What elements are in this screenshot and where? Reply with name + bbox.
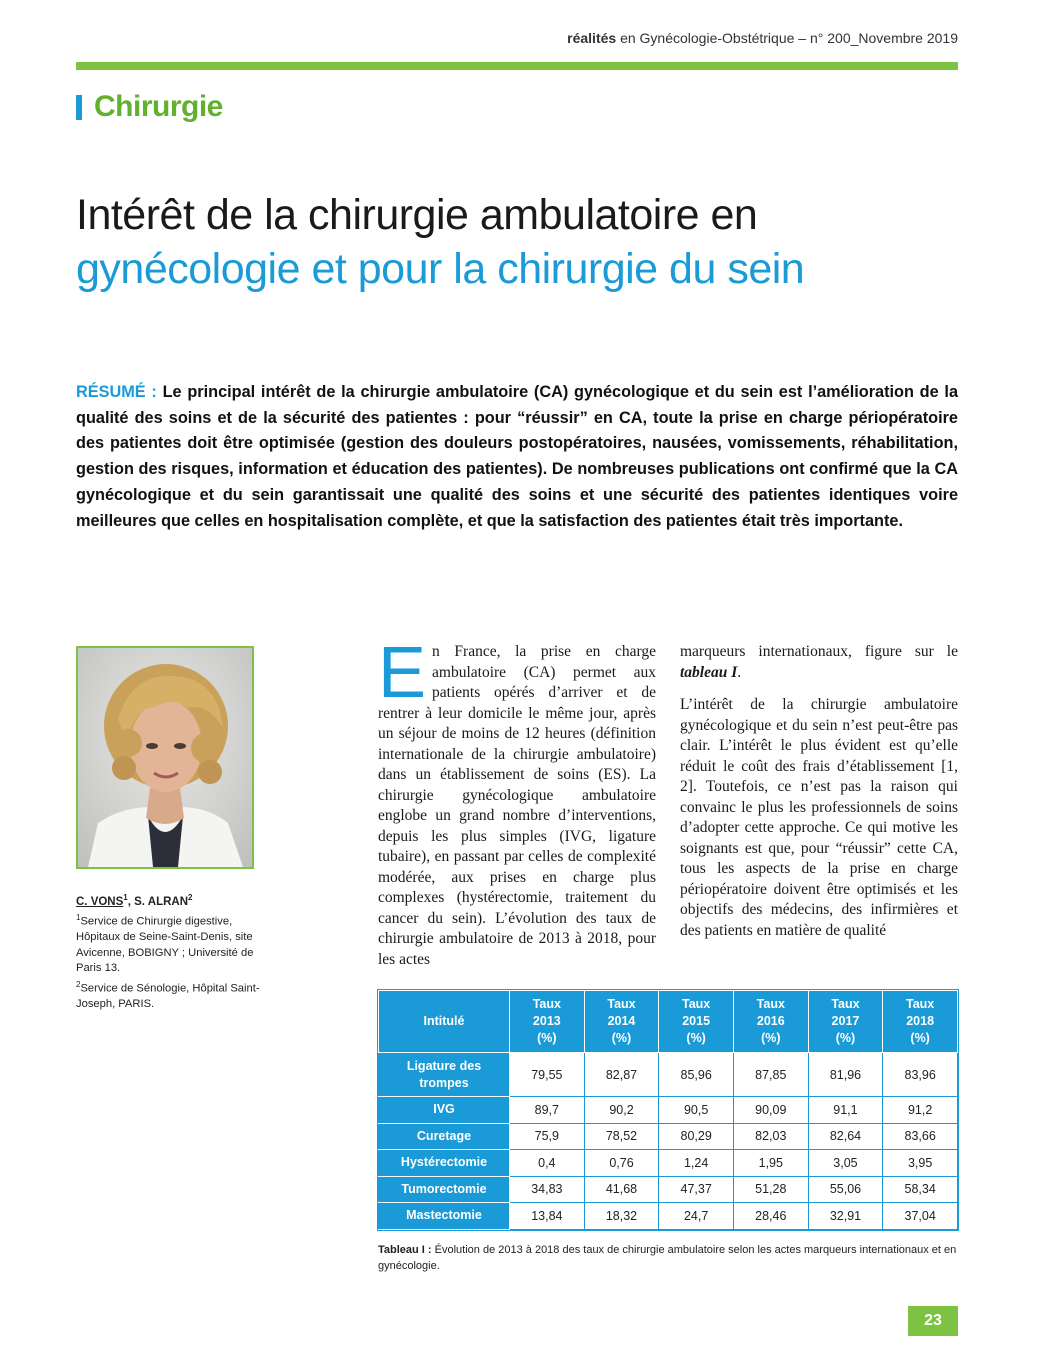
body-paragraph-1: [680, 642, 958, 683]
table-row: [379, 1150, 958, 1177]
table-cell: 18,32: [584, 1203, 659, 1230]
table-header-intitule: Intitulé: [379, 991, 510, 1053]
table-cell: 13,84: [510, 1203, 585, 1230]
table-row-label: IVG: [379, 1097, 510, 1124]
table-cell: 28,46: [733, 1203, 808, 1230]
table-caption-label: Tableau I :: [378, 1244, 432, 1256]
table-cell: 80,29: [659, 1123, 734, 1150]
table-row: [379, 1203, 958, 1230]
body-paragraph-1-text: marqueurs internationaux, figure sur le: [680, 643, 958, 660]
table-cell: 87,85: [733, 1053, 808, 1097]
table-cell: 78,52: [584, 1123, 659, 1150]
table-caption: [378, 1243, 958, 1274]
journal-name: réalités: [567, 30, 617, 46]
table-cell: 91,2: [883, 1097, 958, 1124]
table-header-2014: Taux 2014 (%): [584, 991, 659, 1053]
table-row: [379, 1176, 958, 1203]
table-cell: 51,28: [733, 1176, 808, 1203]
table-header-2016: Taux 2016 (%): [733, 991, 808, 1053]
journal-header: [538, 30, 958, 46]
table-cell: 41,68: [584, 1176, 659, 1203]
author-name-2: S. ALRAN: [134, 895, 189, 908]
table-cell: 90,09: [733, 1097, 808, 1124]
table-cell: 83,66: [883, 1123, 958, 1150]
affiliation-1: [76, 910, 276, 976]
affiliation-2-text: Service de Sénologie, Hôpital Saint-Joseph, PARIS.: [76, 982, 260, 1010]
table-cell: 24,7: [659, 1203, 734, 1230]
table-cell: 0,76: [584, 1150, 659, 1177]
header-rule: [76, 62, 958, 70]
table-cell: 85,96: [659, 1053, 734, 1097]
body-column-2: [680, 642, 958, 953]
author-sup-1: 1: [123, 893, 128, 902]
author-photo: [76, 646, 254, 869]
table-cell: 81,96: [808, 1053, 883, 1097]
affiliation-2: [76, 977, 276, 1013]
table-cell: 37,04: [883, 1203, 958, 1230]
drop-cap: E: [378, 633, 427, 713]
abstract-label: RÉSUMÉ :: [76, 383, 163, 401]
section-marker: [76, 95, 82, 120]
author-separator: ,: [127, 895, 135, 908]
table-cell: 55,06: [808, 1176, 883, 1203]
affiliation-2-number: 2: [76, 979, 81, 989]
table-row-label: Mastectomie: [379, 1203, 510, 1230]
table-header-2018: Taux 2018 (%): [883, 991, 958, 1053]
table-row: [379, 1123, 958, 1150]
table-reference-link[interactable]: tableau I: [680, 663, 738, 681]
title-line-1: Intérêt de la chirurgie ambulatoire en: [76, 191, 758, 239]
table-cell: 58,34: [883, 1176, 958, 1203]
table-cell: 90,5: [659, 1097, 734, 1124]
table-cell: 82,03: [733, 1123, 808, 1150]
table-cell: 1,95: [733, 1150, 808, 1177]
author-names: [76, 890, 276, 910]
table-header-2017: Taux 2017 (%): [808, 991, 883, 1053]
author-block: [76, 890, 276, 1012]
table-cell: 91,1: [808, 1097, 883, 1124]
table-row-label: Tumorectomie: [379, 1176, 510, 1203]
table-header-2013: Taux 2013 (%): [510, 991, 585, 1053]
body-column-1: [378, 633, 656, 970]
table-cell: 79,55: [510, 1053, 585, 1097]
table-cell: 0,4: [510, 1150, 585, 1177]
affiliation-1-number: 1: [76, 913, 81, 923]
title-line-2: gynécologie et pour la chirurgie du sein: [76, 245, 805, 293]
journal-issue: en Gynécologie-Obstétrique – n° 200_Novembre 2019: [616, 30, 958, 46]
table-cell: 47,37: [659, 1176, 734, 1203]
table-cell: 1,24: [659, 1150, 734, 1177]
table-cell: 3,95: [883, 1150, 958, 1177]
table-cell: 90,2: [584, 1097, 659, 1124]
table-cell: 3,05: [808, 1150, 883, 1177]
table-row: [379, 1053, 958, 1097]
table-cell: 34,83: [510, 1176, 585, 1203]
page-number: 23: [908, 1306, 958, 1336]
table-row: [379, 1097, 958, 1124]
table-header-2015: Taux 2015 (%): [659, 991, 734, 1053]
table-cell: 82,87: [584, 1053, 659, 1097]
author-name-1: C. VONS: [76, 895, 124, 908]
body-paragraph-2: L’intérêt de la chirurgie ambulatoire gynécologique et du sein n’est peut-être pas clair. L’intérêt le plus évident est qu’elle réduit le coût des frais d’établissement [1, 2]. Toutefois, ce n’est pas la raison qui convainc le plus les professionnels de soins d’adopter cette approche. Ce qui motive les soignants est que, pour “réussir” cette CA, tous les aspects de la prise en charge périopératoire doivent être optimisés et les objectifs des médecins, des infirmières et des patients en matière de qualité: [680, 696, 958, 939]
table-cell: 89,7: [510, 1097, 585, 1124]
table-cell: 82,64: [808, 1123, 883, 1150]
body-paragraph-1-end: .: [737, 663, 742, 681]
abstract: [76, 380, 958, 534]
section-label: Chirurgie: [94, 90, 223, 123]
affiliation-1-text: Service de Chirurgie digestive, Hôpitaux de Seine-Saint-Denis, site Avicenne, BOBIGNY ; Université de Paris 13.: [76, 915, 254, 975]
table-row-label: Ligature des trompes: [379, 1053, 510, 1097]
body-text-1: n France, la prise en charge ambulatoire (CA) permet aux patients opérés d’arriver et de rentrer à leur domicile le même jour, après un séjour de moins de 12 heures (définition internationale de la chirurgie ambulatoire) dans un établissement de soins (ES). La chirurgie gynécologique ambulatoire englobe un grand nombre d’interventions, depuis les plus simples (IVG, ligature tubaire), en passant par celles de complexité modérée, aux prises en charge plus complexes (hystérectomie, traitement du cancer du sein). L’évolution des taux de chirurgie ambulatoire de 2013 à 2018, pour les actes: [378, 643, 656, 968]
table-cell: 83,96: [883, 1053, 958, 1097]
table-row-label: Hystérectomie: [379, 1150, 510, 1177]
table-caption-text: Évolution de 2013 à 2018 des taux de chirurgie ambulatoire selon les actes marqueurs internationaux et en gynécologie.: [378, 1244, 957, 1272]
abstract-text: Le principal intérêt de la chirurgie ambulatoire (CA) gynécologique et du sein est l’amélioration de la qualité des soins et de la sécurité des patientes : pour “réussir” en CA, toute la prise en charge périopératoire des patientes doit être optimisée (gestion des douleurs postopératoires, nausées, vomissements, réhabilitation, gestion des risques, information et éducation des patientes). De nombreuses publications ont confirmé que la CA gynécologique et du sein garantissait une qualité des soins et une sécurité des patientes identiques voire meilleures que celles en hospitalisation complète, et que la satisfaction des patientes était très importante.: [76, 383, 958, 530]
table-cell: 75,9: [510, 1123, 585, 1150]
author-sup-2: 2: [188, 893, 193, 902]
table-cell: 32,91: [808, 1203, 883, 1230]
table-header-row: [379, 991, 958, 1053]
data-table: [378, 990, 958, 1230]
article-title: [76, 188, 976, 296]
table-row-label: Curetage: [379, 1123, 510, 1150]
